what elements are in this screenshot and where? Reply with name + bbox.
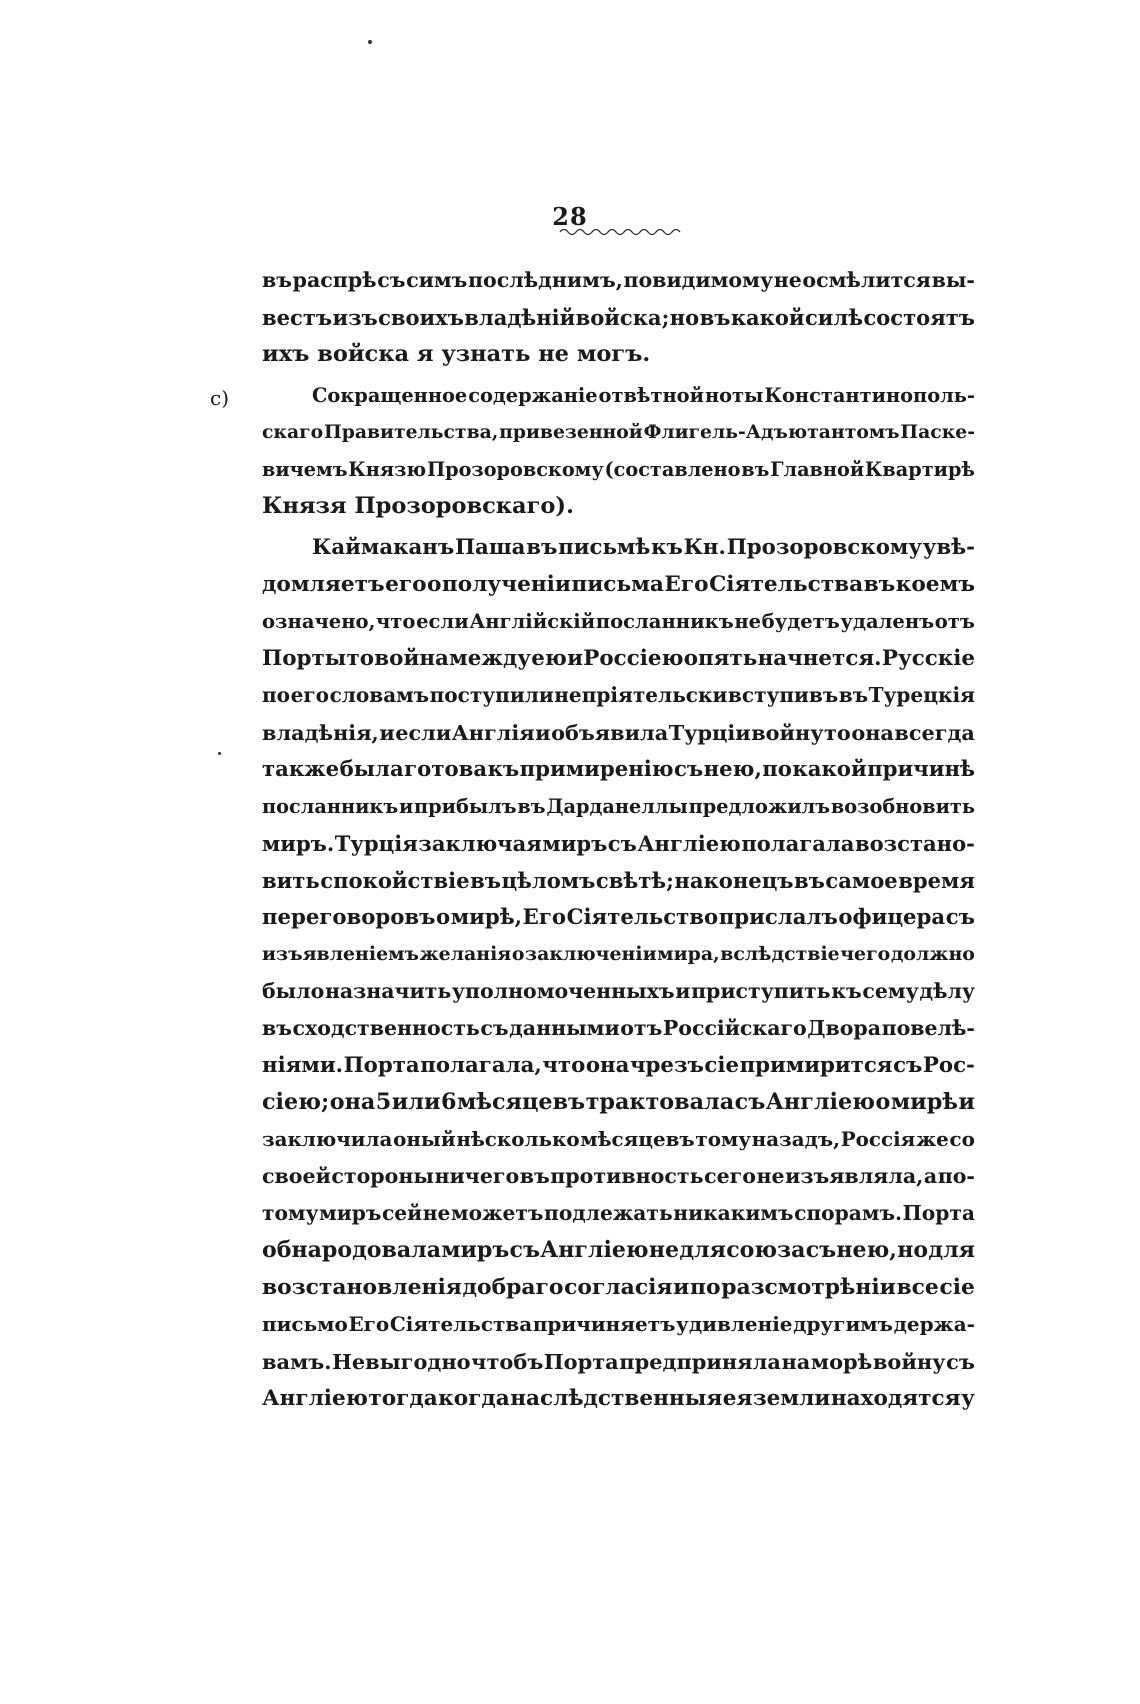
text-line [262,299,975,336]
word: Турціи [668,720,751,745]
word: скаго [262,421,324,443]
word: означено, [262,610,376,633]
word: Его [664,572,709,597]
word: Квартирѣ [864,458,975,481]
word: Англіею [540,1237,649,1263]
word: для [928,1237,975,1263]
text-line [262,936,975,973]
word: съ [945,905,975,930]
word: повелѣ- [881,1016,975,1040]
word: уполномоченныхъ [451,979,675,1003]
word: о [427,572,442,597]
word: назадъ, [751,1127,840,1151]
word: письма [571,572,664,597]
word: къ [831,979,862,1003]
word: изъ [332,305,378,330]
word: Россія [840,1127,916,1151]
word: была [339,757,404,782]
word: Невыгодно [332,1349,471,1374]
word: въ [262,268,293,292]
word: вы- [931,268,975,292]
word: примиренію [519,757,674,782]
word: коемъ [895,572,975,597]
text-line [262,640,975,677]
word: его [290,683,330,707]
word: письмѣ [558,535,651,560]
word: то [824,720,851,745]
text-line [262,788,975,825]
word: и [398,795,414,818]
word: увѣ- [922,535,975,560]
word: вичемъ [262,458,348,481]
word: въ [262,1016,292,1040]
word: послѣднимъ, [468,268,623,292]
word: обнародовала [262,1237,442,1263]
word: но [897,1237,929,1263]
word: войну [872,1349,946,1374]
word: къ [651,535,683,560]
word: добраго [462,1275,564,1300]
word: не [648,1237,680,1263]
word: примирится [739,1053,893,1078]
word: начнется. [757,646,882,671]
word: никакимъ [673,1201,794,1225]
text-line [262,1232,975,1269]
word: миръ [441,1237,510,1263]
word: офицера [838,905,946,930]
word: Турція [334,831,418,856]
word: нею, [836,1237,897,1263]
word: она [329,1089,376,1115]
word: заключеніи [525,943,657,965]
word: съ [480,1016,509,1040]
word: поступили [429,683,554,707]
word: спокойствіе [320,868,470,893]
word: чрезъ [629,1053,704,1078]
word: стороны [331,1164,434,1188]
word: мира, [657,943,720,965]
text-line: ихъ войска я узнать не могъ. [262,341,651,367]
word: съ [946,1349,975,1374]
text-line [262,1306,975,1343]
word: съ [674,757,704,782]
word: ноты [704,384,764,407]
word: въ [470,868,501,893]
text-line [262,1084,975,1121]
word: но [669,305,700,330]
word: Англія [451,720,535,745]
word: время [898,868,975,893]
word: Паске- [900,421,975,443]
word: а [923,1164,938,1188]
text-line [262,677,975,714]
word: отъ [934,610,975,633]
text-line [262,377,975,414]
word: ея [722,1386,753,1411]
word: нѣсколько [456,1127,580,1151]
word: ею [531,646,567,671]
word: какой [792,757,867,782]
word: въ [519,1164,550,1188]
word: на [781,1349,811,1374]
word: цѣломъ [501,868,596,893]
word: привезенной [499,421,643,443]
word: 6 [440,1089,457,1115]
word: самое [825,868,898,893]
word: подлежать [544,1201,673,1225]
word: и [958,1089,975,1115]
word: причиняетъ [532,1312,676,1336]
word: наслѣдственныя [510,1386,723,1411]
word: Прозоровскому [726,535,922,560]
word: чтобъ [471,1349,544,1374]
text-line: Князя Прозоровскаго). [262,493,574,519]
word: также [262,757,340,782]
word: Сокращенное [312,384,468,407]
word: Его [522,905,566,930]
word: посланникъ [262,795,399,818]
word: въ [526,535,558,560]
word: Русскіе [881,646,975,671]
word: въ [838,683,869,707]
word: возобновить [830,795,975,818]
word: посланникъ [595,610,734,633]
word: причинѣ [867,757,975,782]
word: со [949,1127,975,1151]
word: миръ [319,1201,382,1225]
word: Сіятельства [709,572,864,597]
word: Двора [807,1016,882,1040]
word: сей [381,1201,423,1225]
word: наконецъ [674,868,794,893]
word: заключила [262,1127,393,1151]
word: въ [699,305,731,330]
text-line [262,566,975,603]
word: не [734,610,762,633]
text-line [262,451,975,488]
text-line [262,751,975,788]
word: въ [794,868,825,893]
word: по [262,683,291,707]
word: сіе [704,1053,739,1078]
word: Рос- [922,1053,975,1078]
text-line [262,603,975,640]
word: отъ [620,1016,663,1040]
word: предприняла [619,1349,781,1374]
word: Сіятельства [389,1312,533,1336]
word: у [961,1386,975,1411]
word: домляетъ [262,572,385,597]
word: Кн. [683,535,726,560]
word: вамъ. [262,1349,332,1374]
word: что [376,610,416,633]
word: сходственность [292,1016,480,1040]
word: тому [695,1127,751,1151]
word: же [916,1127,949,1151]
word: можетъ [451,1201,544,1225]
text-line [262,1343,975,1380]
word: Правительства, [324,421,499,443]
word: съ [509,1237,540,1263]
word: что [542,1053,586,1078]
word: будетъ [761,610,840,633]
word: держа- [893,1312,975,1336]
word: по [762,757,792,782]
word: миръ. [262,831,335,856]
word: сему [862,979,919,1003]
word: силѣ [804,305,864,330]
page-number-ornament [558,226,682,238]
word: трактовала [585,1089,735,1115]
word: и [673,1275,690,1300]
word: мирѣ, [450,905,523,930]
word: распрѣ [292,268,377,292]
word: не [422,1201,451,1225]
word: Англійскій [469,610,596,633]
word: своихъ [378,305,464,330]
word: и [535,720,551,745]
word: когда [438,1386,510,1411]
word: состоятъ [863,305,975,330]
word: и [567,646,583,671]
word: между [449,646,531,671]
word: то [346,646,375,671]
word: изъявленіемъ [262,943,420,965]
text-line [262,1047,975,1084]
word: войну [751,720,824,745]
body-text [262,262,975,1417]
word: вестъ [262,305,333,330]
word: ніями. [262,1053,344,1078]
word: Порта [343,1053,420,1078]
word: возстано- [854,831,975,856]
word: о [511,943,525,965]
word: оный [393,1127,456,1151]
text-line [262,1158,975,1195]
word: другимъ [793,1312,893,1336]
word: съ [377,268,406,292]
word: полагала, [420,1053,542,1078]
word: она [585,1053,630,1078]
word: Сіятельство [566,905,719,930]
word: Англіею [262,1386,368,1411]
text-line [262,862,975,899]
word: его [385,572,427,597]
word: Россіею [583,646,684,671]
word: въ [863,572,896,597]
word: какой [730,305,805,330]
word: война [374,646,449,671]
word: полагала [741,831,855,856]
word: данными [509,1016,620,1040]
word: удаленъ [840,610,935,633]
word: не [773,268,802,292]
word: если [416,610,469,633]
word: противность [550,1164,704,1188]
text-line [262,714,975,751]
word: Англіею [765,1089,876,1115]
word: всегда [894,720,975,745]
word: осмѣлится [802,268,931,292]
scan-speck [368,40,372,44]
word: спорамъ. [794,1201,903,1225]
word: (составлено [604,458,741,481]
word: мирѣ [890,1089,958,1115]
word: готова [404,757,488,782]
word: миръ [542,831,608,856]
word: союза [726,1237,806,1263]
word: Англіею [637,831,741,856]
word: полученіи [441,572,571,597]
word: было [262,979,325,1003]
word: вступивъ [727,683,839,707]
word: Константинополь- [764,384,975,407]
word: желанія [419,943,512,965]
word: переговоровъ [262,905,436,930]
text-line [262,1010,975,1047]
word: назначить [324,979,452,1003]
word: тому [262,1201,319,1225]
word: морѣ [810,1349,873,1374]
word: разсмотрѣніи [721,1275,896,1300]
word: письмо [262,1312,348,1336]
text-line [262,1195,975,1232]
word: Порта [902,1201,975,1225]
word: о [436,905,451,930]
word: Россійскаго [662,1016,807,1040]
word: Порты [262,646,347,671]
word: симъ [406,268,468,292]
word: мѣсяцевъ [456,1089,586,1115]
word: владѣній [464,305,576,330]
word: мѣсяцевъ [580,1127,695,1151]
word: она [851,720,894,745]
text-line [262,899,975,936]
word: согласія [564,1275,673,1300]
word: вслѣдствіе [720,943,840,965]
word: объявила [551,720,669,745]
word: словамъ [329,683,430,707]
word: возстановленія [262,1275,462,1300]
word: предложилъ [688,795,831,818]
word: прислалъ [718,905,838,930]
word: Князю [348,458,427,481]
word: своей [262,1164,331,1188]
word: сіе [939,1275,975,1300]
text-line [262,529,975,566]
text-line [262,1121,975,1158]
word: сего [704,1164,756,1188]
word: о [875,1089,891,1115]
word: въ [741,458,770,481]
word: находятся [830,1386,961,1411]
word: вить [262,868,320,893]
word: свѣтѣ; [595,868,674,893]
word: Каймаканъ [312,535,455,560]
word: съ [805,1237,837,1263]
margin-note: с) [210,386,230,410]
word: Флигель-Адъютантомъ [643,421,900,443]
word: Его [348,1312,390,1336]
word: должно [890,943,975,965]
word: Прозоровскому [426,458,604,481]
word: тогда [368,1386,438,1411]
word: и [675,979,691,1003]
text-line [262,414,975,451]
word: въ [517,795,546,818]
word: Паша [454,535,526,560]
word: отвѣтной [598,384,704,407]
word: и [379,720,395,745]
word: по- [937,1164,975,1188]
word: содержаніе [468,384,598,407]
word: заключая [418,831,542,856]
word: дѣлу [919,979,975,1003]
word: ничего [434,1164,520,1188]
word: по [690,1275,721,1300]
word: повидимому [623,268,774,292]
word: опять [683,646,758,671]
word: удивленіе [676,1312,793,1336]
word: сіею; [262,1089,330,1115]
word: или [391,1089,441,1115]
word: Дарданеллы [546,795,688,818]
word: 5 [375,1089,392,1115]
word: войска; [575,305,670,330]
page-number: 28 [552,202,588,231]
word: чего [840,943,891,965]
text-line [262,1269,975,1306]
word: прибылъ [414,795,517,818]
word: приступить [691,979,831,1003]
text-line [262,1380,975,1417]
word: съ [734,1089,766,1115]
text-line [262,262,975,299]
word: Главной [770,458,865,481]
text-line [262,825,975,862]
word: не [756,1164,785,1188]
word: владѣнія, [262,720,379,745]
word: непріятельски [554,683,728,707]
word: земли [752,1386,831,1411]
word: нею, [703,757,762,782]
word: изъявляла, [785,1164,924,1188]
word: для [679,1237,726,1263]
word: все [896,1275,939,1300]
word: съ [607,831,637,856]
word: если [395,720,452,745]
word: Порта [543,1349,619,1374]
word: съ [893,1053,923,1078]
text-line [262,973,975,1010]
word: Турецкія [868,683,975,707]
word: къ [487,757,520,782]
scan-speck [218,752,221,755]
